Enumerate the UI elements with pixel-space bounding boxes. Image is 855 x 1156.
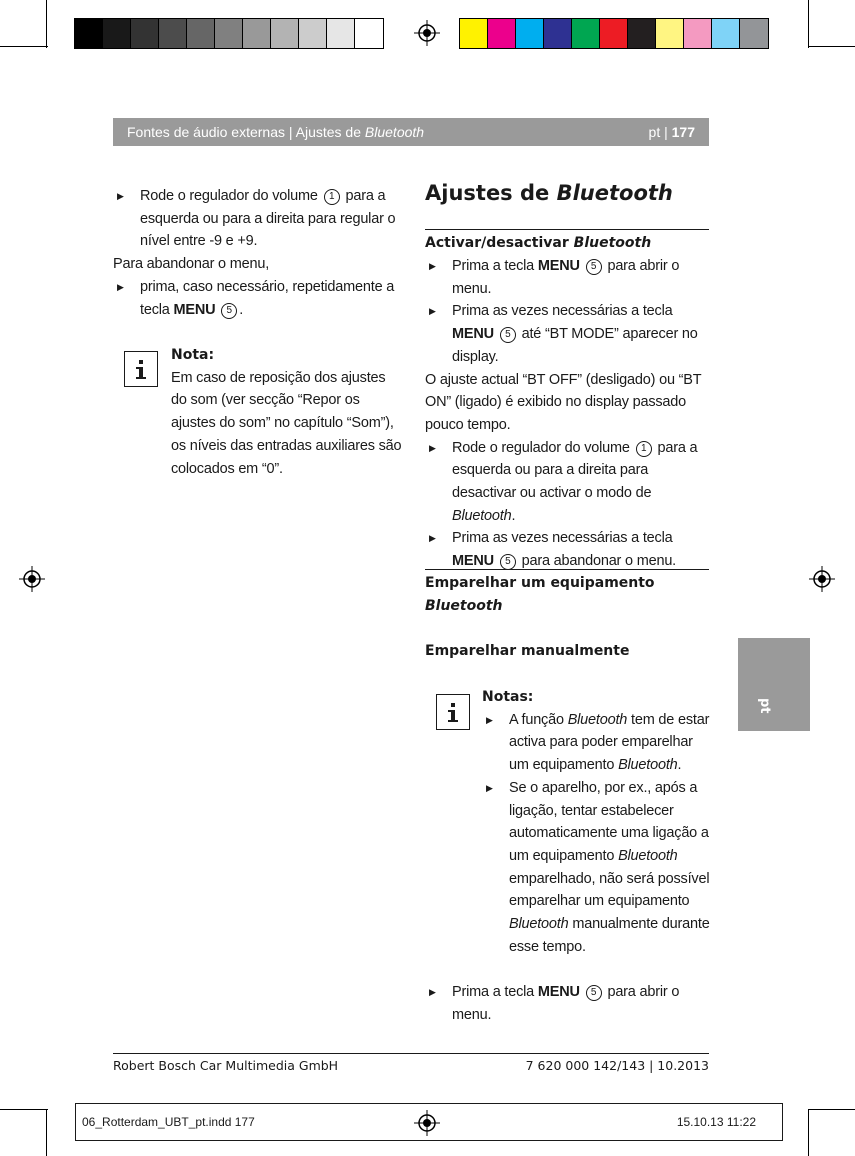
color-swatch: [327, 19, 355, 48]
page-title: Ajustes de Bluetooth: [425, 181, 673, 205]
section-heading-pairing: Emparelhar um equipamento Bluetooth: [425, 575, 655, 614]
color-swatch: [103, 19, 131, 48]
color-swatch: [712, 19, 740, 48]
header-section-title: Fontes de áudio externas | Ajustes de Bluetooth: [127, 124, 425, 140]
color-swatch: [271, 19, 299, 48]
color-swatch: [187, 19, 215, 48]
color-swatch: [600, 19, 628, 48]
color-swatch: [628, 19, 656, 48]
list-item: ▶ Prima as vezes necessárias a tecla MENU 5 para abandonar o menu.: [425, 527, 710, 572]
crop-mark: [808, 0, 809, 48]
registration-mark-icon: [809, 566, 835, 592]
control-number-badge: 1: [324, 189, 340, 205]
footer-divider: [113, 1053, 709, 1054]
divider: [425, 229, 709, 230]
slug-date: 15.10.13 11:22: [676, 1115, 756, 1129]
control-number-badge: 5: [221, 303, 237, 319]
color-swatch: [684, 19, 712, 48]
footer-doc-number: 7 620 000 142/143 | 10.2013: [525, 1058, 709, 1073]
control-number-badge: 5: [500, 554, 516, 570]
right-column-block1: [425, 255, 710, 573]
crop-mark: [808, 46, 855, 47]
note-box: [171, 344, 403, 480]
registration-mark-icon: [19, 566, 45, 592]
color-swatch: [131, 19, 159, 48]
color-bar: [459, 18, 769, 49]
right-column-block2: [425, 981, 710, 1026]
color-swatch: [243, 19, 271, 48]
crop-mark: [46, 1109, 47, 1156]
subsection-heading-manual: Emparelhar manualmente: [425, 643, 630, 659]
print-slug: [75, 1103, 783, 1141]
color-swatch: [460, 19, 488, 48]
slug-filename: 06_Rotterdam_UBT_pt.indd 177: [82, 1115, 255, 1129]
crop-mark: [0, 46, 48, 47]
color-swatch: [740, 19, 768, 48]
note-text: Em caso de reposição dos ajustes do som (ver secção “Repor os ajustes do som” no capítulo “Som”), os níveis das entradas auxiliares são colocados em “0”.: [171, 369, 402, 477]
color-swatch: [75, 19, 103, 48]
list-item: ▶ Se o aparelho, por ex., após a ligação, tentar estabelecer automaticamente uma ligação a um equipamento Bluetooth emparelhado, não será possível emparelhar um equipamento Bluetooth manualmente durante esse tempo.: [482, 777, 710, 959]
running-header: [113, 118, 709, 146]
info-icon: [436, 694, 470, 730]
list-item: ▶ Rode o regulador do volume 1 para a esquerda ou para a direita para regular o nível entre -9 e +9.: [113, 185, 398, 253]
list-item: ▶ Prima a tecla MENU 5 para abrir o menu.: [425, 255, 710, 300]
color-swatch: [299, 19, 327, 48]
footer-company: Robert Bosch Car Multimedia GmbH: [113, 1058, 339, 1073]
registration-mark-icon: [414, 20, 440, 46]
color-swatch: [355, 19, 383, 48]
crop-mark: [808, 1109, 809, 1156]
list-item: ▶ Rode o regulador do volume 1 para a esquerda ou para a direita para desactivar ou activar o modo de Bluetooth.: [425, 437, 710, 528]
list-item: ▶ prima, caso necessário, repetidamente a tecla MENU 5 .: [113, 276, 398, 321]
notes-box: [482, 686, 710, 958]
gray-color-bar: [74, 18, 384, 49]
control-number-badge: 5: [586, 259, 602, 275]
color-swatch: [215, 19, 243, 48]
left-column: [113, 185, 398, 321]
color-swatch: [656, 19, 684, 48]
info-icon: [124, 351, 158, 387]
divider: [425, 569, 709, 570]
list-item: ▶ Prima as vezes necessárias a tecla MENU 5 até “BT MODE” aparecer no display.: [425, 300, 710, 368]
color-swatch: [572, 19, 600, 48]
paragraph: Para abandonar o menu,: [113, 256, 270, 273]
control-number-badge: 5: [500, 327, 516, 343]
paragraph: O ajuste actual “BT OFF” (desligado) ou “BT ON” (ligado) é exibido no display passado pouco tempo.: [425, 371, 702, 433]
control-number-badge: 1: [636, 441, 652, 457]
color-swatch: [544, 19, 572, 48]
color-swatch: [516, 19, 544, 48]
control-number-badge: 5: [586, 985, 602, 1001]
note-title: Nota:: [171, 347, 215, 363]
crop-mark: [808, 1109, 855, 1110]
list-item: ▶ A função Bluetooth tem de estar activa para poder emparelhar um equipamento Bluetooth.: [482, 709, 710, 777]
language-tab: pt: [738, 638, 810, 731]
crop-mark: [46, 0, 47, 48]
list-item: ▶ Prima a tecla MENU 5 para abrir o menu.: [425, 981, 710, 1026]
header-page-number: pt | 177: [648, 124, 695, 140]
section-heading-activate: Activar/desactivar Bluetooth: [425, 235, 652, 251]
color-swatch: [159, 19, 187, 48]
notes-title: Notas:: [482, 689, 534, 705]
crop-mark: [0, 1109, 48, 1110]
color-swatch: [488, 19, 516, 48]
